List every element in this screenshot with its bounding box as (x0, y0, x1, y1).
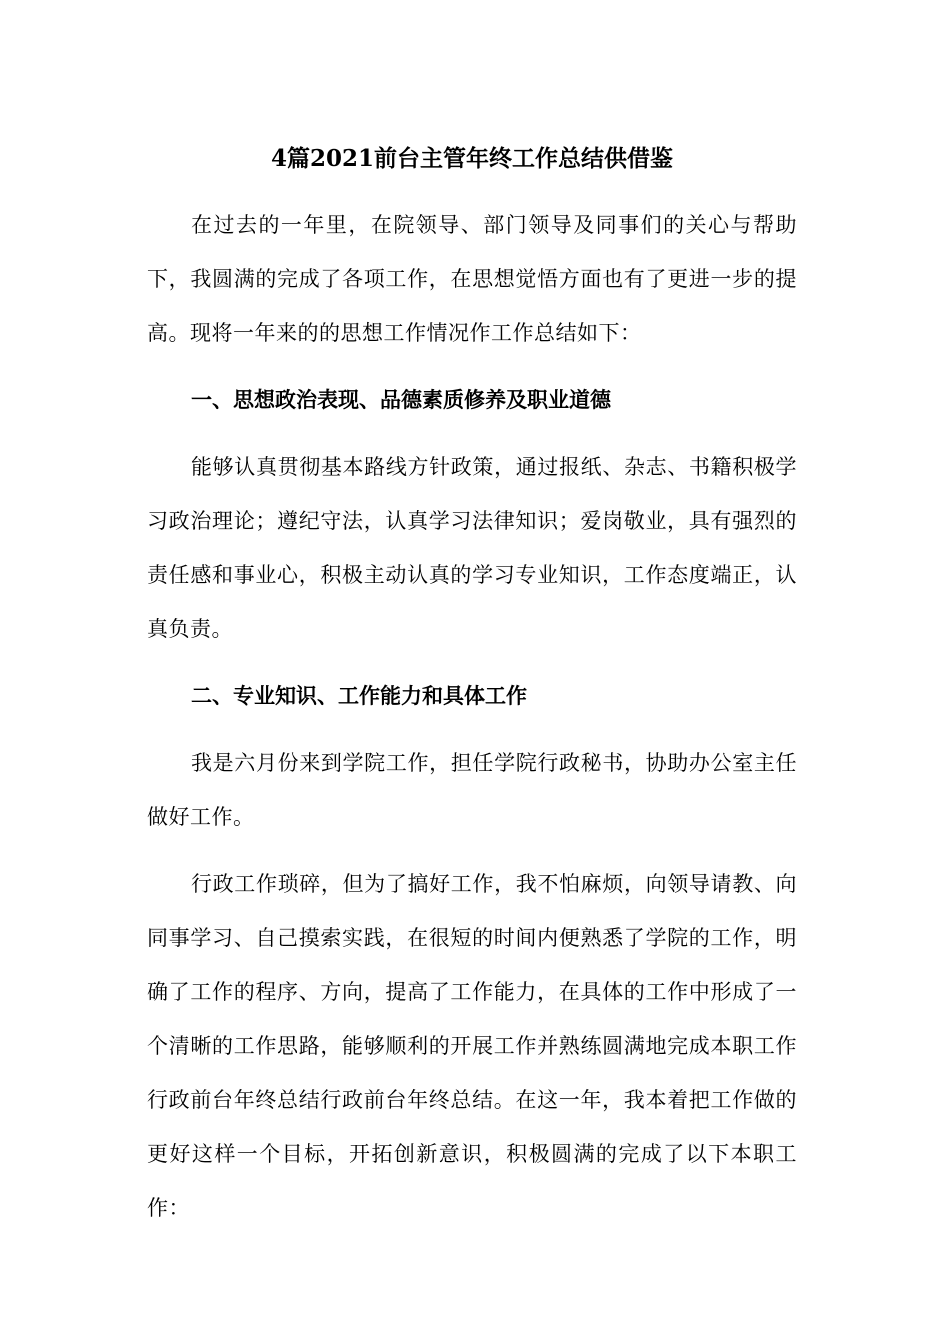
document-title: 4篇2021前台主管年终工作总结供借鉴 (270, 145, 674, 172)
section-2-paragraph-1: 我是六月份来到学院工作，担任学院行政秘书，协助办公室主任做好工作。 (147, 751, 797, 829)
spacer (147, 656, 797, 669)
spacer (147, 178, 797, 198)
spacer (147, 844, 797, 857)
section-1-heading: 一、思想政治表现、品德素质修养及职业道德 (191, 387, 611, 412)
document-body (147, 140, 797, 1235)
section-1-paragraph: 能够认真贯彻基本路线方针政策，通过报纸、杂志、书籍积极学习政治理论；遵纪守法，认真学习法律知识；爱岗敬业，具有强烈的责任感和事业心，积极主动认真的学习专业知识，工作态度端正，认真负责。 (147, 455, 797, 641)
section-2-paragraph-2: 行政工作琐碎，但为了搞好工作，我不怕麻烦，向领导请教、向同事学习、自己摸索实践，在很短的时间内便熟悉了学院的工作，明确了工作的程序、方向，提高了工作能力，在具体的工作中形成了一个清晰的工作思路，能够顺利的开展工作并熟练圆满地完成本职工作行政前台年终总结行政前台年终总结。在这一年，我本着把工作做的更好这样一个目标，开拓创新意识，积极圆满的完成了以下本职工作： (147, 872, 797, 1220)
spacer (147, 360, 797, 373)
spacer (147, 723, 797, 736)
intro-paragraph: 在过去的一年里，在院领导、部门领导及同事们的关心与帮助下，我圆满的完成了各项工作，在思想觉悟方面也有了更进一步的提高。现将一年来的的思想工作情况作工作总结如下： (147, 213, 797, 345)
spacer (147, 427, 797, 440)
section-2-heading: 二、专业知识、工作能力和具体工作 (191, 683, 527, 708)
